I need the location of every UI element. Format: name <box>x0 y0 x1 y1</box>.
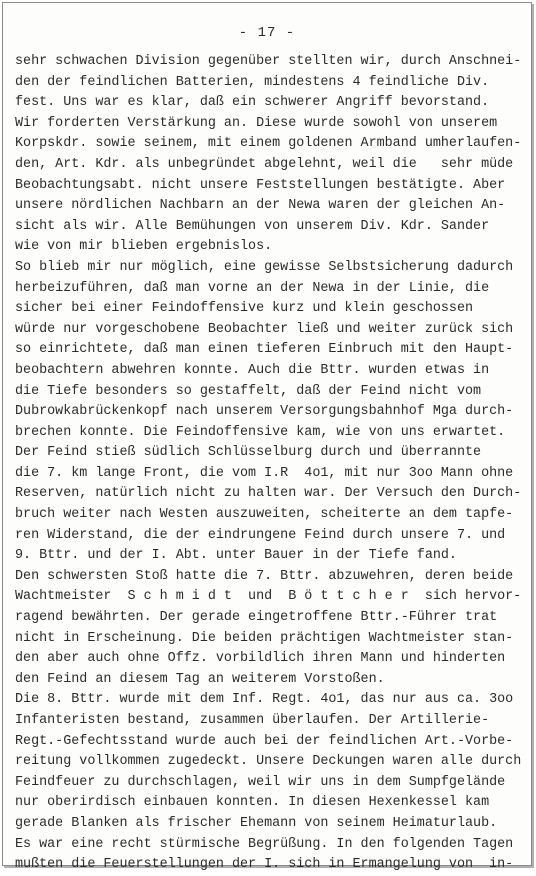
text-line: mußten die Feuerstellungen der I. sich in Ermangelung von in- <box>15 857 514 873</box>
text-line: den der feindlichen Batterien, mindestens 4 feindliche Div. <box>15 74 490 90</box>
text-line: Die 8. Bttr. wurde mit dem Inf. Regt. 4o1, das nur aus ca. 3oo <box>15 692 514 708</box>
text-line: gerade Blanken als frischer Ehemann von seinem Heimaturlaub. <box>15 815 498 831</box>
text-line: Infanteristen bestand, zusammen überlaufen. Der Artillerie- <box>15 713 490 728</box>
text-line: Beobachtungsabt. nicht unsere Feststellungen bestätigte. Aber <box>15 177 506 193</box>
text-line: Dubrowkabrückenkopf nach unserem Versorgungsbahnhof Mga durch- <box>15 404 514 420</box>
text-line: Wir forderten Verstärkung an. Diese wurde sowohl von unserem <box>15 115 498 131</box>
text-line: brechen konnte. Die Feindoffensive kam, wie von uns erwartet. <box>15 424 506 440</box>
text-line: Korpskdr. sowie seinem, mit einem goldenen Armband umherlaufen- <box>15 136 522 152</box>
page-frame <box>2 2 532 873</box>
text-line: die Tiefe besonders so gestaffelt, daß der Feind nicht vom <box>15 383 482 399</box>
text-line: So blieb mir nur möglich, eine gewisse Selbstsicherung dadurch <box>15 259 514 275</box>
text-line: nur oberirdisch einbauen konnten. In diesen Hexenkessel kam <box>15 795 490 811</box>
text-line: wie von mir blieben ergebnislos. <box>15 239 273 255</box>
text-line: Regt.-Gefechtsstand wurde auch bei der feindlichen Art.-Vorbe- <box>15 733 514 749</box>
text-line: Es war eine recht stürmische Begrüßung. In den folgenden Tagen <box>15 836 514 852</box>
text-line: den Feind an diesem Tag an weiterem Vorstoßen. <box>15 671 385 687</box>
text-line: den aber auch ohne Offz. vorbildlich ihren Mann und hinderten <box>15 651 506 667</box>
text-line: würde nur vorgeschobene Beobachter ließ und weiter zurück sich <box>15 321 514 337</box>
text-line: fest. Uns war es klar, daß ein schwerer Angriff bevorstand. <box>15 95 490 111</box>
text-line: reitung vollkommen zugedeckt. Unsere Deckungen waren alle durch <box>15 754 522 770</box>
page-number: - 17 - <box>238 25 296 41</box>
text-line: unsere nördlichen Nachbarn an der Newa waren der gleichen An- <box>15 198 506 214</box>
text-line: nicht in Erscheinung. Die beiden prächtigen Wachtmeister stan- <box>15 630 514 646</box>
text-line: bruch weiter nach Westen auszuweiten, scheiterte an dem tapfe- <box>15 507 514 523</box>
text-line: Wachtmeister S c h m i d t und B ö t t c h e r sich hervor- <box>15 589 522 605</box>
text-line: die 7. km lange Front, die vom I.R 4o1, mit nur 3oo Mann ohne <box>15 465 514 481</box>
text-line: ren Widerstand, die der eindrungene Feind durch unsere 7. und <box>15 527 506 543</box>
text-line: den, Art. Kdr. als unbegründet abgelehnt, weil die sehr müde <box>15 156 514 172</box>
document-body <box>15 52 527 876</box>
text-line: ragend bewährten. Der gerade eingetroffene Bttr.-Führer trat <box>15 610 498 626</box>
text-line: Feindfeuer zu durchschlagen, weil wir uns in dem Sumpfgelände <box>15 774 506 790</box>
text-line: so einrichtete, daß man einen tieferen Einbruch mit den Haupt- <box>15 342 514 358</box>
text-line: sicher bei einer Feindoffensive kurz und klein geschossen <box>15 301 474 317</box>
text-line: Der Feind stieß südlich Schlüsselburg durch und überrannte <box>15 445 482 461</box>
text-line: herbeizuführen, daß man vorne an der Newa in der Linie, die <box>15 280 490 296</box>
text-line: Reserven, natürlich nicht zu halten war. Der Versuch den Durch- <box>15 486 522 502</box>
text-line: 9. Bttr. und der I. Abt. unter Bauer in der Tiefe fand. <box>15 548 457 564</box>
text-line: sehr schwachen Division gegenüber stellten wir, durch Anschnei- <box>15 54 522 69</box>
text-line: Den schwersten Stoß hatte die 7. Bttr. abzuwehren, deren beide <box>15 568 514 584</box>
text-line: sicht als wir. Alle Bemühungen von unserem Div. Kdr. Sander <box>15 218 490 234</box>
text-line: beobachtern abwehren konnte. Auch die Bttr. wurden etwas in <box>15 362 490 378</box>
